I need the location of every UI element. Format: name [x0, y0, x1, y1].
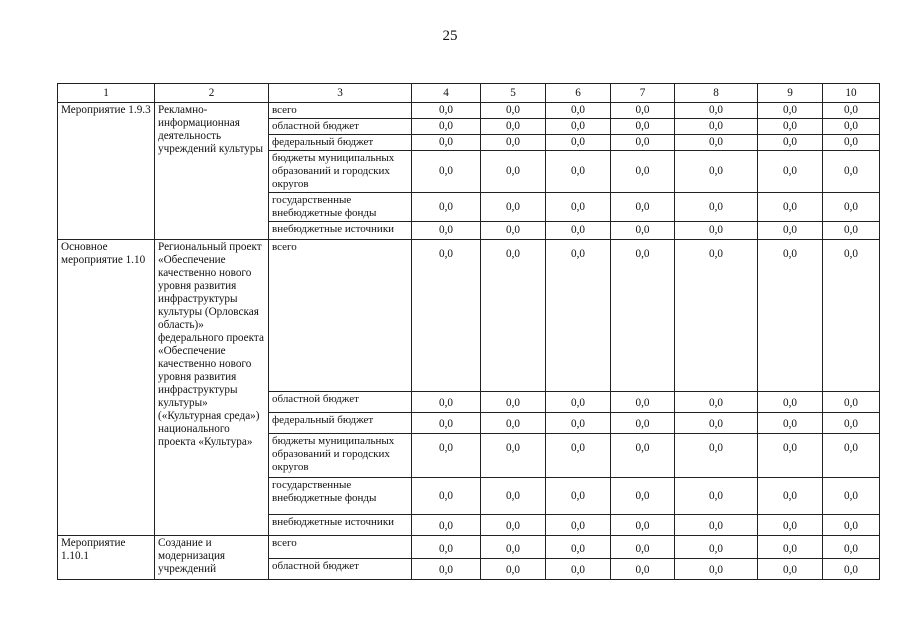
amount-cell: 0,0: [412, 222, 481, 240]
column-header: 10: [823, 84, 880, 103]
amount-cell: 0,0: [823, 119, 880, 135]
amount-cell: 0,0: [611, 135, 675, 151]
column-header: 2: [155, 84, 269, 103]
amount-cell: 0,0: [481, 536, 546, 559]
amount-cell: 0,0: [481, 559, 546, 580]
amount-cell: 0,0: [758, 536, 823, 559]
amount-cell: 0,0: [611, 559, 675, 580]
activity-name: Региональный проект «Обеспечение качественно нового уровня развития инфраструктуры культуры (Орловская область)» федерального проекта «Обеспечение качественно нового уровня развития инфраструктуры культуры» («Культурная среда») национального проекта «Культура»: [155, 240, 269, 536]
amount-cell: 0,0: [675, 536, 758, 559]
amount-cell: 0,0: [758, 434, 823, 478]
amount-cell: 0,0: [675, 135, 758, 151]
amount-cell: 0,0: [675, 193, 758, 222]
amount-cell: 0,0: [675, 103, 758, 119]
column-header: 8: [675, 84, 758, 103]
amount-cell: 0,0: [546, 434, 611, 478]
column-header: 7: [611, 84, 675, 103]
amount-cell: 0,0: [611, 515, 675, 536]
amount-cell: 0,0: [481, 434, 546, 478]
header-row: [58, 84, 880, 103]
amount-cell: 0,0: [481, 413, 546, 434]
table-row: [58, 240, 880, 392]
amount-cell: 0,0: [546, 240, 611, 392]
amount-cell: 0,0: [758, 559, 823, 580]
amount-cell: 0,0: [412, 103, 481, 119]
amount-cell: 0,0: [546, 536, 611, 559]
funding-source: всего: [269, 103, 412, 119]
funding-source: внебюджетные источники: [269, 222, 412, 240]
funding-source: бюджеты муниципальных образований и городских округов: [269, 434, 412, 478]
amount-cell: 0,0: [611, 193, 675, 222]
amount-cell: 0,0: [412, 240, 481, 392]
amount-cell: 0,0: [412, 515, 481, 536]
funding-source: федеральный бюджет: [269, 413, 412, 434]
amount-cell: 0,0: [546, 559, 611, 580]
amount-cell: 0,0: [546, 478, 611, 515]
amount-cell: 0,0: [481, 193, 546, 222]
amount-cell: 0,0: [823, 193, 880, 222]
activity-name: Рекламно-информационная деятельность учреждений культуры: [155, 103, 269, 240]
amount-cell: 0,0: [675, 434, 758, 478]
funding-source: государственные внебюджетные фонды: [269, 193, 412, 222]
amount-cell: 0,0: [675, 222, 758, 240]
amount-cell: 0,0: [412, 478, 481, 515]
amount-cell: 0,0: [546, 151, 611, 193]
amount-cell: 0,0: [546, 413, 611, 434]
amount-cell: 0,0: [758, 119, 823, 135]
funding-source: областной бюджет: [269, 392, 412, 413]
table-row: [58, 103, 880, 119]
amount-cell: 0,0: [758, 222, 823, 240]
amount-cell: 0,0: [758, 392, 823, 413]
column-header: 3: [269, 84, 412, 103]
amount-cell: 0,0: [758, 103, 823, 119]
column-header: 1: [58, 84, 155, 103]
amount-cell: 0,0: [611, 119, 675, 135]
activity-name: Создание и модернизация учреждений: [155, 536, 269, 580]
amount-cell: 0,0: [758, 478, 823, 515]
amount-cell: 0,0: [758, 193, 823, 222]
amount-cell: 0,0: [823, 135, 880, 151]
amount-cell: 0,0: [823, 434, 880, 478]
amount-cell: 0,0: [758, 240, 823, 392]
amount-cell: 0,0: [546, 222, 611, 240]
amount-cell: 0,0: [758, 151, 823, 193]
amount-cell: 0,0: [675, 413, 758, 434]
amount-cell: 0,0: [823, 240, 880, 392]
amount-cell: 0,0: [758, 135, 823, 151]
page-number: 25: [442, 28, 458, 44]
amount-cell: 0,0: [546, 515, 611, 536]
amount-cell: 0,0: [823, 392, 880, 413]
amount-cell: 0,0: [823, 103, 880, 119]
column-header: 9: [758, 84, 823, 103]
amount-cell: 0,0: [481, 240, 546, 392]
amount-cell: 0,0: [481, 103, 546, 119]
activity-code: Мероприятие 1.9.3: [58, 103, 155, 240]
amount-cell: 0,0: [611, 434, 675, 478]
column-header: 4: [412, 84, 481, 103]
amount-cell: 0,0: [412, 559, 481, 580]
amount-cell: 0,0: [611, 478, 675, 515]
amount-cell: 0,0: [412, 119, 481, 135]
amount-cell: 0,0: [546, 103, 611, 119]
funding-source: федеральный бюджет: [269, 135, 412, 151]
funding-source: всего: [269, 536, 412, 559]
amount-cell: 0,0: [412, 193, 481, 222]
amount-cell: 0,0: [675, 559, 758, 580]
amount-cell: 0,0: [481, 515, 546, 536]
amount-cell: 0,0: [611, 392, 675, 413]
amount-cell: 0,0: [412, 135, 481, 151]
amount-cell: 0,0: [823, 151, 880, 193]
amount-cell: 0,0: [611, 413, 675, 434]
funding-source: областной бюджет: [269, 119, 412, 135]
amount-cell: 0,0: [481, 222, 546, 240]
amount-cell: 0,0: [823, 222, 880, 240]
amount-cell: 0,0: [823, 413, 880, 434]
amount-cell: 0,0: [823, 515, 880, 536]
amount-cell: 0,0: [412, 413, 481, 434]
amount-cell: 0,0: [546, 119, 611, 135]
amount-cell: 0,0: [823, 536, 880, 559]
amount-cell: 0,0: [611, 103, 675, 119]
funding-source: государственные внебюджетные фонды: [269, 478, 412, 515]
amount-cell: 0,0: [675, 478, 758, 515]
amount-cell: 0,0: [823, 559, 880, 580]
table-row: [58, 536, 880, 559]
amount-cell: 0,0: [758, 515, 823, 536]
column-header: 5: [481, 84, 546, 103]
amount-cell: 0,0: [481, 135, 546, 151]
amount-cell: 0,0: [481, 392, 546, 413]
amount-cell: 0,0: [675, 119, 758, 135]
amount-cell: 0,0: [481, 119, 546, 135]
column-header: 6: [546, 84, 611, 103]
amount-cell: 0,0: [675, 240, 758, 392]
amount-cell: 0,0: [611, 151, 675, 193]
amount-cell: 0,0: [546, 135, 611, 151]
budget-table: [57, 83, 880, 580]
funding-source: всего: [269, 240, 412, 392]
amount-cell: 0,0: [611, 240, 675, 392]
amount-cell: 0,0: [611, 222, 675, 240]
amount-cell: 0,0: [611, 536, 675, 559]
amount-cell: 0,0: [546, 392, 611, 413]
activity-code: Мероприятие 1.10.1: [58, 536, 155, 580]
amount-cell: 0,0: [412, 392, 481, 413]
funding-source: внебюджетные источники: [269, 515, 412, 536]
amount-cell: 0,0: [412, 151, 481, 193]
amount-cell: 0,0: [412, 434, 481, 478]
activity-code: Основное мероприятие 1.10: [58, 240, 155, 536]
funding-source: бюджеты муниципальных образований и городских округов: [269, 151, 412, 193]
amount-cell: 0,0: [675, 151, 758, 193]
amount-cell: 0,0: [481, 151, 546, 193]
amount-cell: 0,0: [823, 478, 880, 515]
amount-cell: 0,0: [412, 536, 481, 559]
amount-cell: 0,0: [481, 478, 546, 515]
amount-cell: 0,0: [758, 413, 823, 434]
amount-cell: 0,0: [546, 193, 611, 222]
funding-source: областной бюджет: [269, 559, 412, 580]
amount-cell: 0,0: [675, 515, 758, 536]
amount-cell: 0,0: [675, 392, 758, 413]
